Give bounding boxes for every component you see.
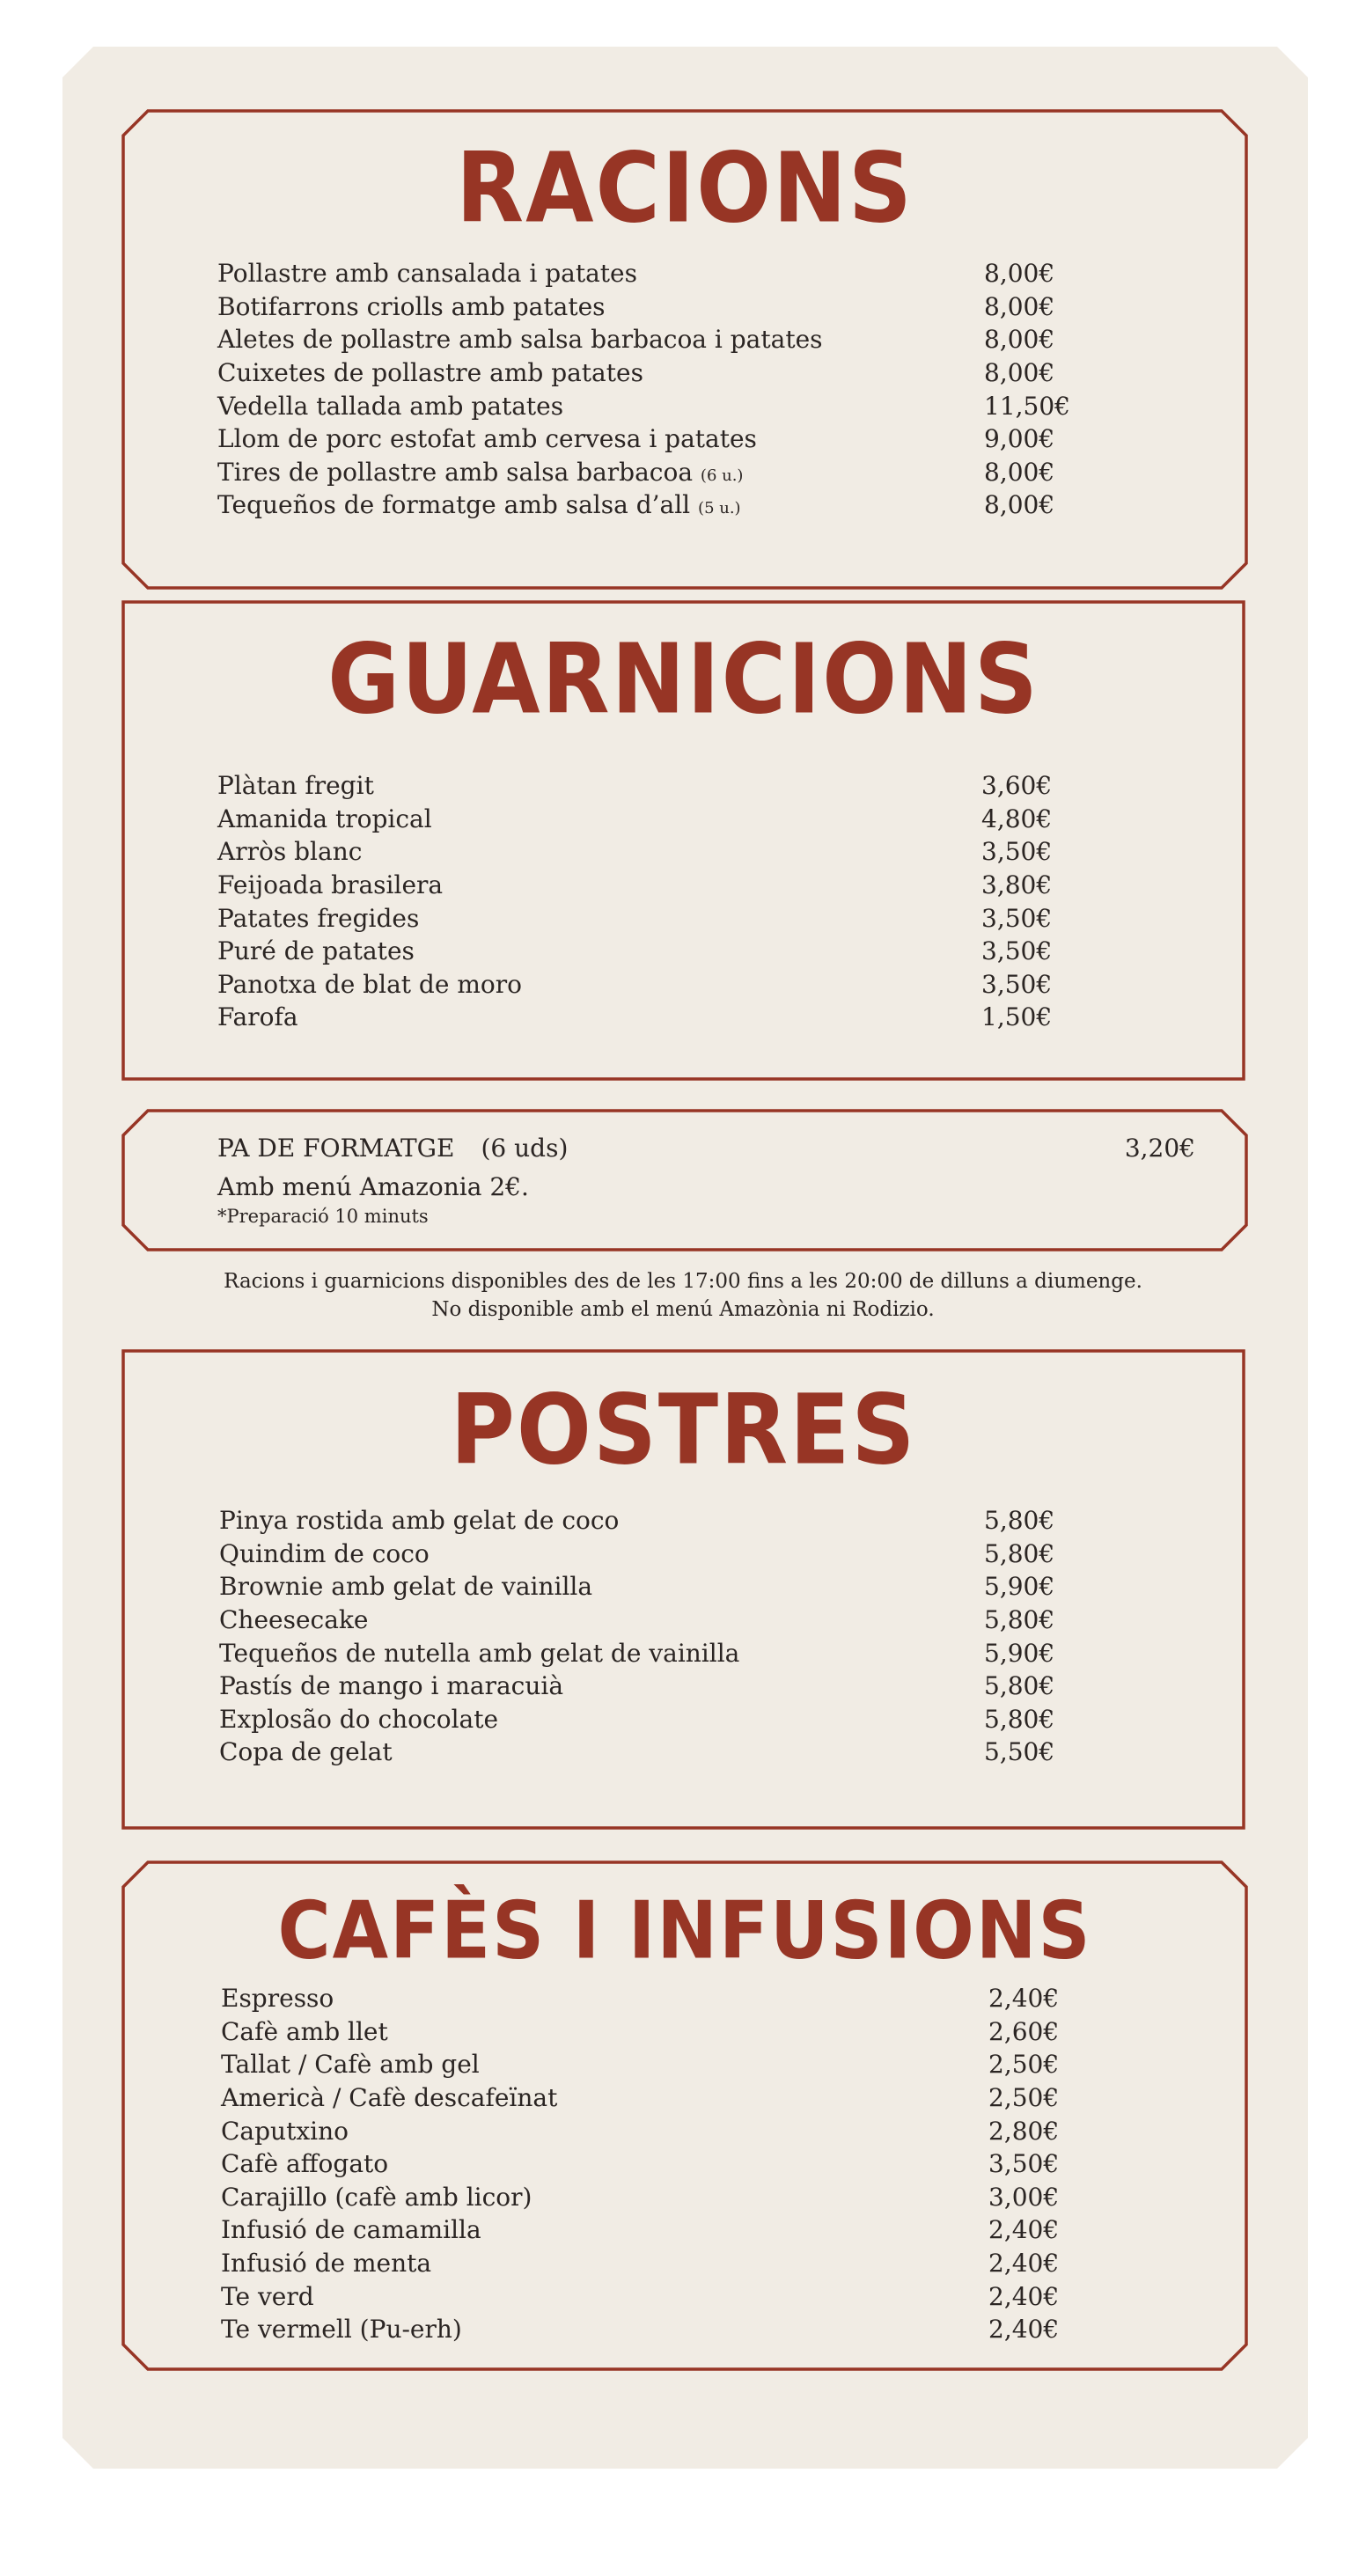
item-price: 3,00€ [988,2182,1060,2212]
cafes-list [221,1982,1085,2346]
item-price: 9,00€ [984,424,1055,454]
item-name: Cuixetes de pollastre amb patates [217,358,643,388]
item-price: 3,80€ [981,870,1053,900]
item-name: Amanida tropical [217,804,432,833]
postres-title: POSTRES [450,1373,917,1486]
racions-list [217,257,1081,522]
item-price: 3,50€ [981,837,1053,867]
pa-formatge-qty: (6 uds) [481,1133,569,1163]
item-price: 5,50€ [984,1737,1055,1767]
item-quantity: (6 u.) [700,466,744,485]
item-name: Brownie amb gelat de vainilla [219,1572,593,1602]
list-item [221,2114,1085,2147]
list-item [217,769,1078,803]
item-price: 5,80€ [984,1605,1055,1635]
availability-note-2: No disponible amb el menú Amazònia ni Rodizio. [431,1298,935,1321]
list-item [221,2048,1085,2081]
item-price: 5,80€ [984,1506,1055,1536]
list-item [217,356,1081,390]
list-item [217,488,1081,522]
list-item [219,1504,1081,1538]
list-item [219,1736,1081,1769]
racions-title: RACIONS [456,131,914,245]
list-item [219,1604,1081,1637]
list-item [221,2181,1085,2214]
item-price: 2,50€ [988,2050,1060,2080]
list-item [221,2213,1085,2247]
item-price: 2,40€ [988,2315,1060,2345]
postres-list [219,1504,1081,1769]
item-price: 5,90€ [984,1572,1055,1602]
list-item [217,869,1078,902]
item-name: Pastís de mango i maracuià [219,1671,564,1701]
list-item [217,389,1081,422]
item-price: 5,80€ [984,1704,1055,1734]
availability-note-1: Racions i guarnicions disponibles des de les 17:00 fins a les 20:00 de dilluns a diumenge. [224,1270,1142,1293]
item-price: 3,60€ [981,771,1053,801]
pa-formatge-prep-note: *Preparació 10 minuts [217,1206,429,1227]
item-price: 11,50€ [984,391,1070,421]
item-price: 4,80€ [981,804,1053,833]
list-item [217,901,1078,935]
item-price: 8,00€ [984,490,1055,520]
item-price: 8,00€ [984,259,1055,289]
item-price: 5,90€ [984,1638,1055,1668]
item-price: 2,40€ [988,2281,1060,2311]
item-name: Tallat / Cafè amb gel [221,2050,480,2080]
item-name: Cafè affogato [221,2149,389,2179]
item-price: 2,40€ [988,2215,1060,2245]
list-item [217,290,1081,324]
postres-section [121,1349,1245,1830]
pa-formatge-box [121,1109,1248,1251]
list-item [221,2247,1085,2280]
list-item [219,1636,1081,1670]
item-name: Feijoada brasilera [217,870,444,900]
item-name: Carajillo (cafè amb licor) [221,2182,532,2212]
item-name: Tequeños de nutella amb gelat de vainilla [219,1638,740,1668]
guarnicions-list [217,769,1078,1034]
list-item [217,835,1078,869]
list-item [217,935,1078,968]
item-name: Farofa [217,1002,298,1032]
item-price: 8,00€ [984,457,1055,487]
item-name: Caputxino [221,2116,349,2146]
pa-formatge-price: 3,20€ [1124,1133,1195,1163]
item-name: Aletes de pollastre amb salsa barbacoa i patates [217,325,823,355]
item-name: Arròs blanc [217,837,363,867]
item-price: 8,00€ [984,358,1055,388]
item-name: Pollastre amb cansalada i patates [217,259,637,289]
item-name: Infusió de menta [221,2249,432,2279]
item-name: Pinya rostida amb gelat de coco [219,1506,620,1536]
item-price: 3,50€ [981,903,1053,933]
item-price: 5,80€ [984,1538,1055,1568]
item-name: Patates fregides [217,903,420,933]
pa-formatge-name: PA DE FORMATGE [217,1133,455,1163]
item-price: 2,80€ [988,2116,1060,2146]
item-price: 2,40€ [988,2249,1060,2279]
list-item [221,2081,1085,2115]
guarnicions-section [121,600,1245,1081]
item-name: Espresso [221,1984,334,2014]
cafes-section [121,1860,1248,2371]
list-item [217,422,1081,456]
item-name: Llom de porc estofat amb cervesa i patates [217,424,757,454]
item-name: Americà / Cafè descafeïnat [221,2083,558,2113]
list-item [217,803,1078,836]
item-name: Te vermell (Pu-erh) [221,2315,462,2345]
guarnicions-title: GUARNICIONS [327,622,1039,736]
item-name: Tires de pollastre amb salsa barbacoa [217,457,694,487]
racions-section [121,109,1248,590]
list-item [219,1538,1081,1571]
pa-formatge-row [217,1130,1195,1165]
item-quantity: (5 u.) [698,499,741,518]
item-price: 3,50€ [981,969,1053,999]
list-item [221,1982,1085,2015]
item-price: 3,50€ [988,2149,1060,2179]
list-item [217,323,1081,356]
item-price: 2,40€ [988,1984,1060,2014]
list-item [219,1670,1081,1703]
cafes-title: CAFÈS I INFUSIONS [277,1885,1092,1978]
item-price: 2,50€ [988,2083,1060,2113]
item-name: Copa de gelat [219,1737,393,1767]
item-price: 2,60€ [988,2016,1060,2046]
item-name: Panotxa de blat de moro [217,969,522,999]
list-item [221,2015,1085,2049]
item-price: 5,80€ [984,1671,1055,1701]
list-item [217,257,1081,290]
item-name: Botifarrons criolls amb patates [217,291,606,321]
item-price: 1,50€ [981,1002,1053,1032]
item-name: Infusió de camamilla [221,2215,481,2245]
item-name: Cafè amb llet [221,2016,388,2046]
item-price: 3,50€ [981,936,1053,966]
item-name: Cheesecake [219,1605,369,1635]
item-name: Vedella tallada amb patates [217,391,564,421]
item-price: 8,00€ [984,291,1055,321]
item-name: Te verd [221,2281,314,2311]
list-item [221,2279,1085,2313]
item-price: 8,00€ [984,325,1055,355]
item-name: Plàtan fregit [217,771,374,801]
pa-formatge-menu-note: Amb menú Amazonia 2€. [217,1172,529,1201]
list-item [219,1570,1081,1604]
list-item [217,456,1081,489]
item-name: Explosão do chocolate [219,1704,499,1734]
item-name: Puré de patates [217,936,415,966]
list-item [221,2147,1085,2181]
list-item [217,1001,1078,1034]
list-item [219,1703,1081,1736]
list-item [217,968,1078,1002]
item-name: Quindim de coco [219,1538,430,1568]
list-item [221,2313,1085,2346]
item-name: Tequeños de formatge amb salsa d’all [217,490,691,520]
